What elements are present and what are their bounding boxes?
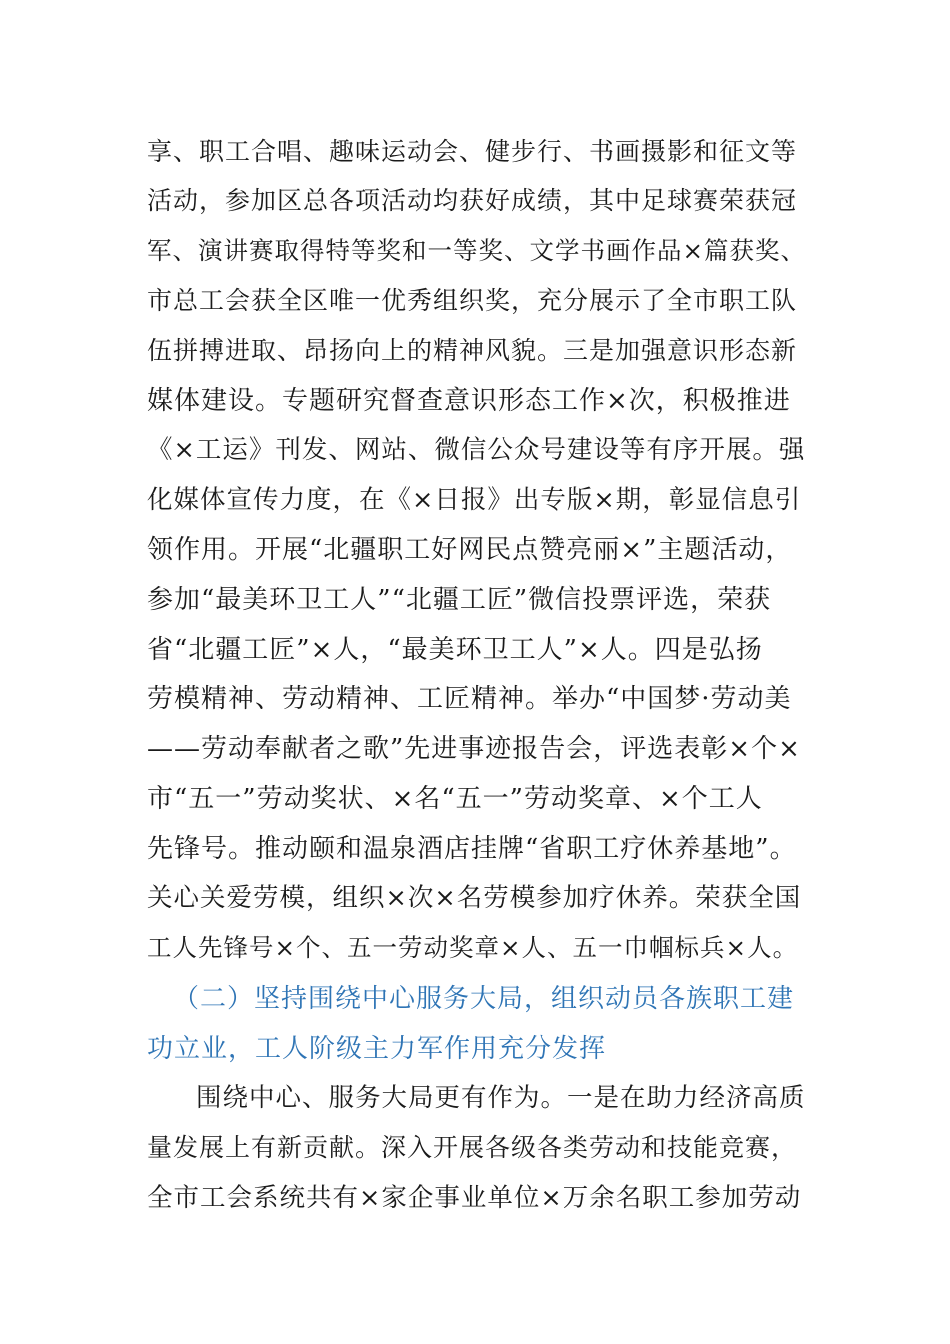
body-text-line: 全市工会系统共有×家企事业单位×万余名职工参加劳动 <box>147 1183 802 1213</box>
body-text-line: 媒体建设。专题研究督查意识形态工作×次，积极推进 <box>147 386 791 416</box>
section-heading-line: （二）坚持围绕中心服务大局，组织动员各族职工建 <box>173 984 795 1014</box>
body-text-line: 市总工会获全区唯一优秀组织奖，充分展示了全市职工队 <box>147 286 798 315</box>
body-text-line: 活动，参加区总各项活动均获好成绩，其中足球赛荣获冠 <box>147 186 798 215</box>
body-text-line: 《×工运》刊发、网站、微信公众号建设等有序开展。强 <box>147 435 806 465</box>
body-text-line: 化媒体宣传力度，在《×日报》出专版×期，彰显信息引 <box>147 485 802 515</box>
section-heading-line: 功立业，工人阶级主力军作用充分发挥 <box>147 1034 607 1064</box>
body-text-line: 工人先锋号×个、五一劳动奖章×人、五一巾帼标兵×人。 <box>147 933 799 962</box>
body-text-line: 关心关爱劳模，组织×次×名劳模参加疗休养。荣获全国 <box>147 883 802 913</box>
body-text-line: 伍拼搏进取、昂扬向上的精神风貌。三是加强意识形态新 <box>147 336 798 365</box>
body-text-line: 领作用。开展“北疆职工好网民点赞亮丽×”主题活动， <box>147 535 793 565</box>
body-text-line: 市“五一”劳动奖状、×名“五一”劳动奖章、×个工人 <box>147 784 763 814</box>
body-text-line: 量发展上有新贡献。深入开展各级各类劳动和技能竞赛， <box>147 1133 798 1162</box>
body-text-line: ——劳动奉献者之歌”先进事迹报告会，评选表彰×个× <box>147 734 801 764</box>
body-text-line: 省“北疆工匠”×人，“最美环卫工人”×人。四是弘扬 <box>147 635 763 665</box>
body-text-line: 先锋号。推动颐和温泉酒店挂牌“省职工疗休养基地”。 <box>147 834 797 864</box>
body-text-line: 参加“最美环卫工人”“北疆工匠”微信投票评选，荣获 <box>147 585 772 615</box>
body-text-line: 围绕中心、服务大局更有作为。一是在助力经济高质 <box>196 1083 806 1113</box>
body-text-line: 军、演讲赛取得特等奖和一等奖、文学书画作品×篇获奖、 <box>147 236 807 265</box>
body-text-line: 劳模精神、劳动精神、工匠精神。举办“中国梦·劳动美 <box>147 684 792 714</box>
body-text-line: 享、职工合唱、趣味运动会、健步行、书画摄影和征文等 <box>147 137 798 166</box>
